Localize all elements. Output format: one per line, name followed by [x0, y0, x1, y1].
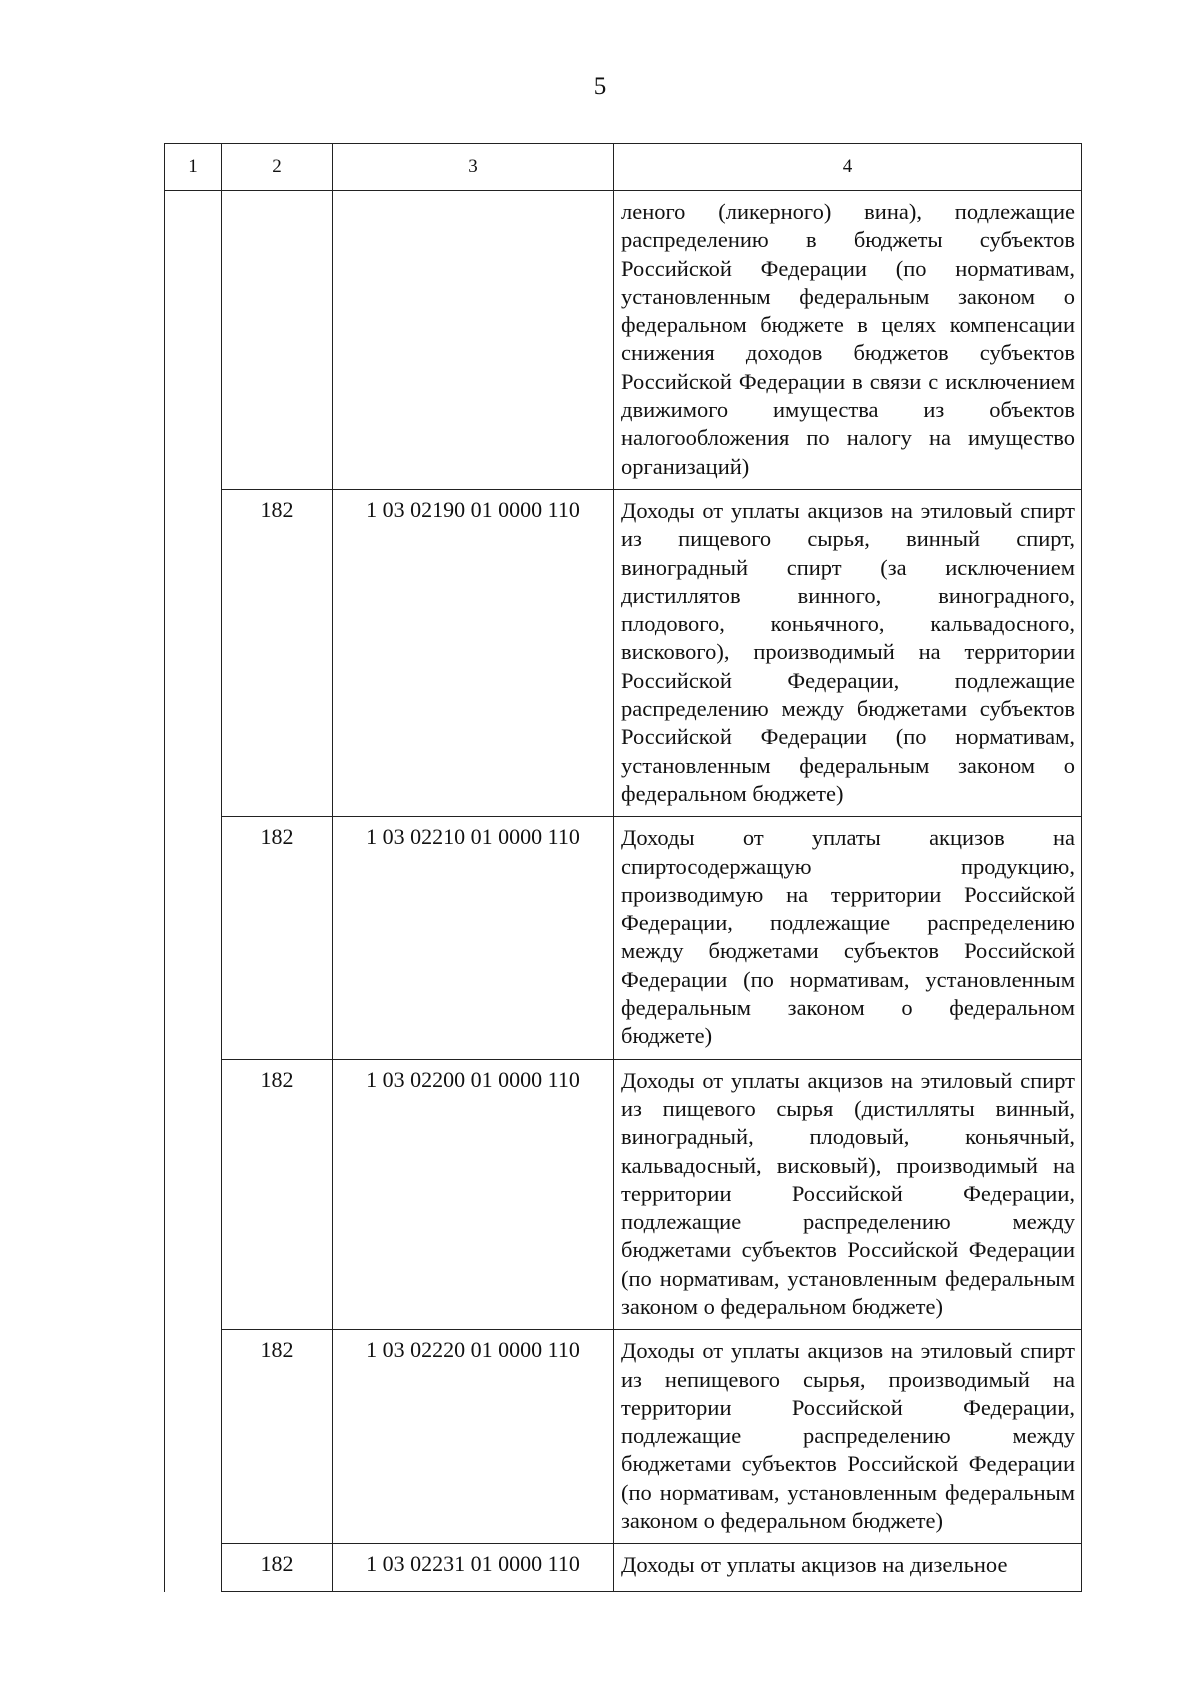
- header-col-4: 4: [614, 144, 1082, 191]
- table-row: [165, 1059, 1082, 1330]
- admin-code-cell: 182: [222, 1544, 333, 1592]
- description-cell: Доходы от уплаты акцизов на этиловый спирт из непищевого сырья, производимый на территории Российской Федерации, подлежащие распределению между бюджетами субъектов Российской Федерации (по нормативам, установленным федеральным законом о федеральном бюджете): [614, 1330, 1082, 1544]
- description-cell: Доходы от уплаты акцизов на спиртосодержащую продукцию, производимую на территории Российской Федерации, подлежащие распределению между бюджетами субъектов Российской Федерации (по нормативам, установленным федеральным законом о федеральном бюджете): [614, 817, 1082, 1059]
- description-cell: леного (ликерного) вина), подлежащие распределению в бюджеты субъектов Российской Федерации (по нормативам, установленным федеральным законом о федеральном бюджете в целях компенсации снижения доходов бюджетов субъектов Российской Федерации в связи с исключением движимого имущества из объектов налогообложения по налогу на имущество организаций): [614, 191, 1082, 490]
- kbk-code-cell: 1 03 02220 01 0000 110: [333, 1330, 614, 1544]
- admin-code-cell: 182: [222, 1330, 333, 1544]
- kbk-code-cell: [333, 191, 614, 490]
- header-col-2: 2: [222, 144, 333, 191]
- header-col-1: 1: [165, 144, 222, 191]
- admin-code-cell: 182: [222, 1059, 333, 1330]
- kbk-code-cell: 1 03 02200 01 0000 110: [333, 1059, 614, 1330]
- kbk-code-cell: 1 03 02231 01 0000 110: [333, 1544, 614, 1592]
- page-number: 5: [593, 73, 607, 100]
- table-header-row: [165, 144, 1082, 191]
- admin-code-cell: 182: [222, 817, 333, 1059]
- kbk-code-cell: 1 03 02190 01 0000 110: [333, 489, 614, 816]
- description-cell: Доходы от уплаты акцизов на этиловый спирт из пищевого сырья (дистилляты винный, виноградный, плодовый, коньячный, кальвадосный, висковый), производимый на территории Российской Федерации, подлежащие распределению между бюджетами субъектов Российской Федерации (по нормативам, установленным федеральным законом о федеральном бюджете): [614, 1059, 1082, 1330]
- header-col-3: 3: [333, 144, 614, 191]
- table-row: [165, 1544, 1082, 1592]
- table-row: [165, 191, 1082, 490]
- revenue-table: [164, 143, 1082, 1592]
- table-row: [165, 1330, 1082, 1544]
- admin-code-cell: 182: [222, 489, 333, 816]
- kbk-code-cell: 1 03 02210 01 0000 110: [333, 817, 614, 1059]
- table-row: [165, 489, 1082, 816]
- table-row: [165, 817, 1082, 1059]
- row-number-cell: [165, 191, 222, 1592]
- admin-code-cell: [222, 191, 333, 490]
- description-cell: Доходы от уплаты акцизов на этиловый спирт из пищевого сырья, винный спирт, виноградный спирт (за исключением дистиллятов винного, виноградного, плодового, коньячного, кальвадосного, вискового), производимый на территории Российской Федерации, подлежащие распределению между бюджетами субъектов Российской Федерации (по нормативам, установленным федеральным законом о федеральном бюджете): [614, 489, 1082, 816]
- description-cell: Доходы от уплаты акцизов на дизельное: [614, 1544, 1082, 1592]
